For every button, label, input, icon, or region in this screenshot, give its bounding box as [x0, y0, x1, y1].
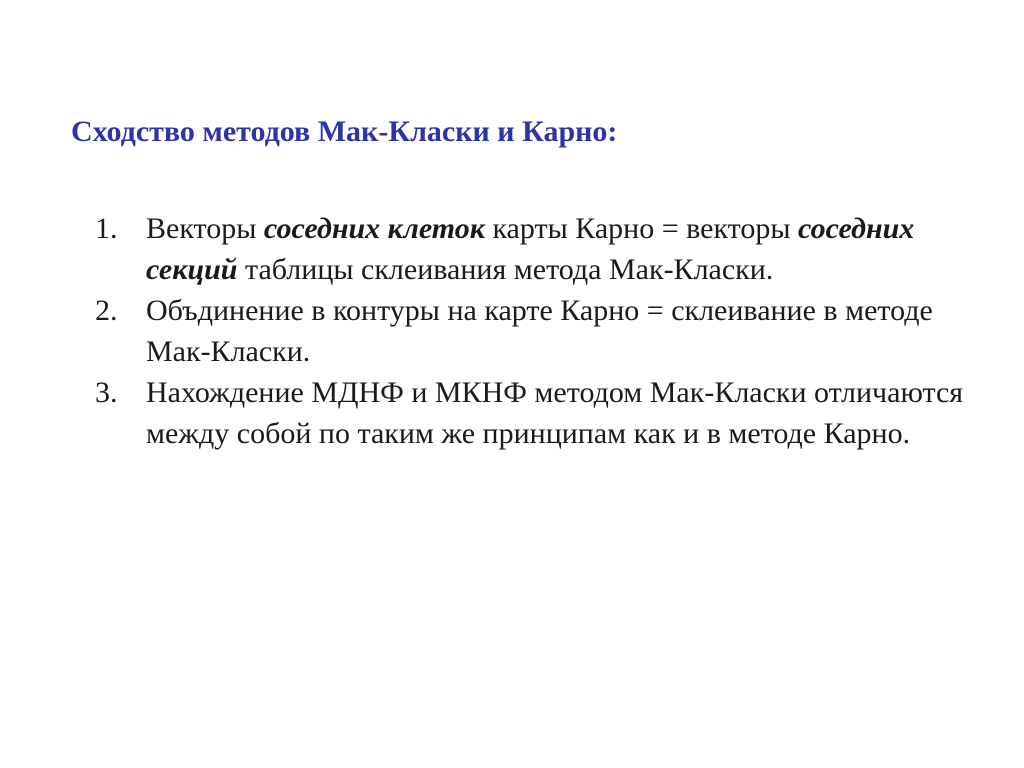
list-item-text: Объдинение в контуры на карте Карно = склеивание в методе Мак-Класки.	[146, 294, 933, 368]
list-item-number: 2.	[95, 294, 118, 327]
slide-title: Сходство методов Мак-Класки и Карно:	[71, 115, 618, 148]
emphasis-text: соседних клеток	[263, 212, 485, 245]
list-item-number: 1.	[95, 212, 118, 245]
list-item-1	[0, 208, 991, 290]
list-item-3	[0, 372, 991, 454]
list-item-2	[0, 290, 991, 372]
text-run: Векторы	[146, 212, 264, 245]
list-item-number: 3.	[95, 376, 118, 409]
numbered-list	[0, 208, 1024, 454]
text-run: таблицы склеивания метода Мак-Класки.	[237, 253, 774, 286]
emphasis-text: соседних секций	[146, 212, 915, 286]
text-run: карты Карно = векторы	[484, 212, 799, 245]
list-item-text	[146, 212, 914, 286]
list-item-text: Нахождение МДНФ и МКНФ методом Мак-Класки отличаются между собой по таким же принципам как и в методе Карно.	[146, 376, 964, 450]
